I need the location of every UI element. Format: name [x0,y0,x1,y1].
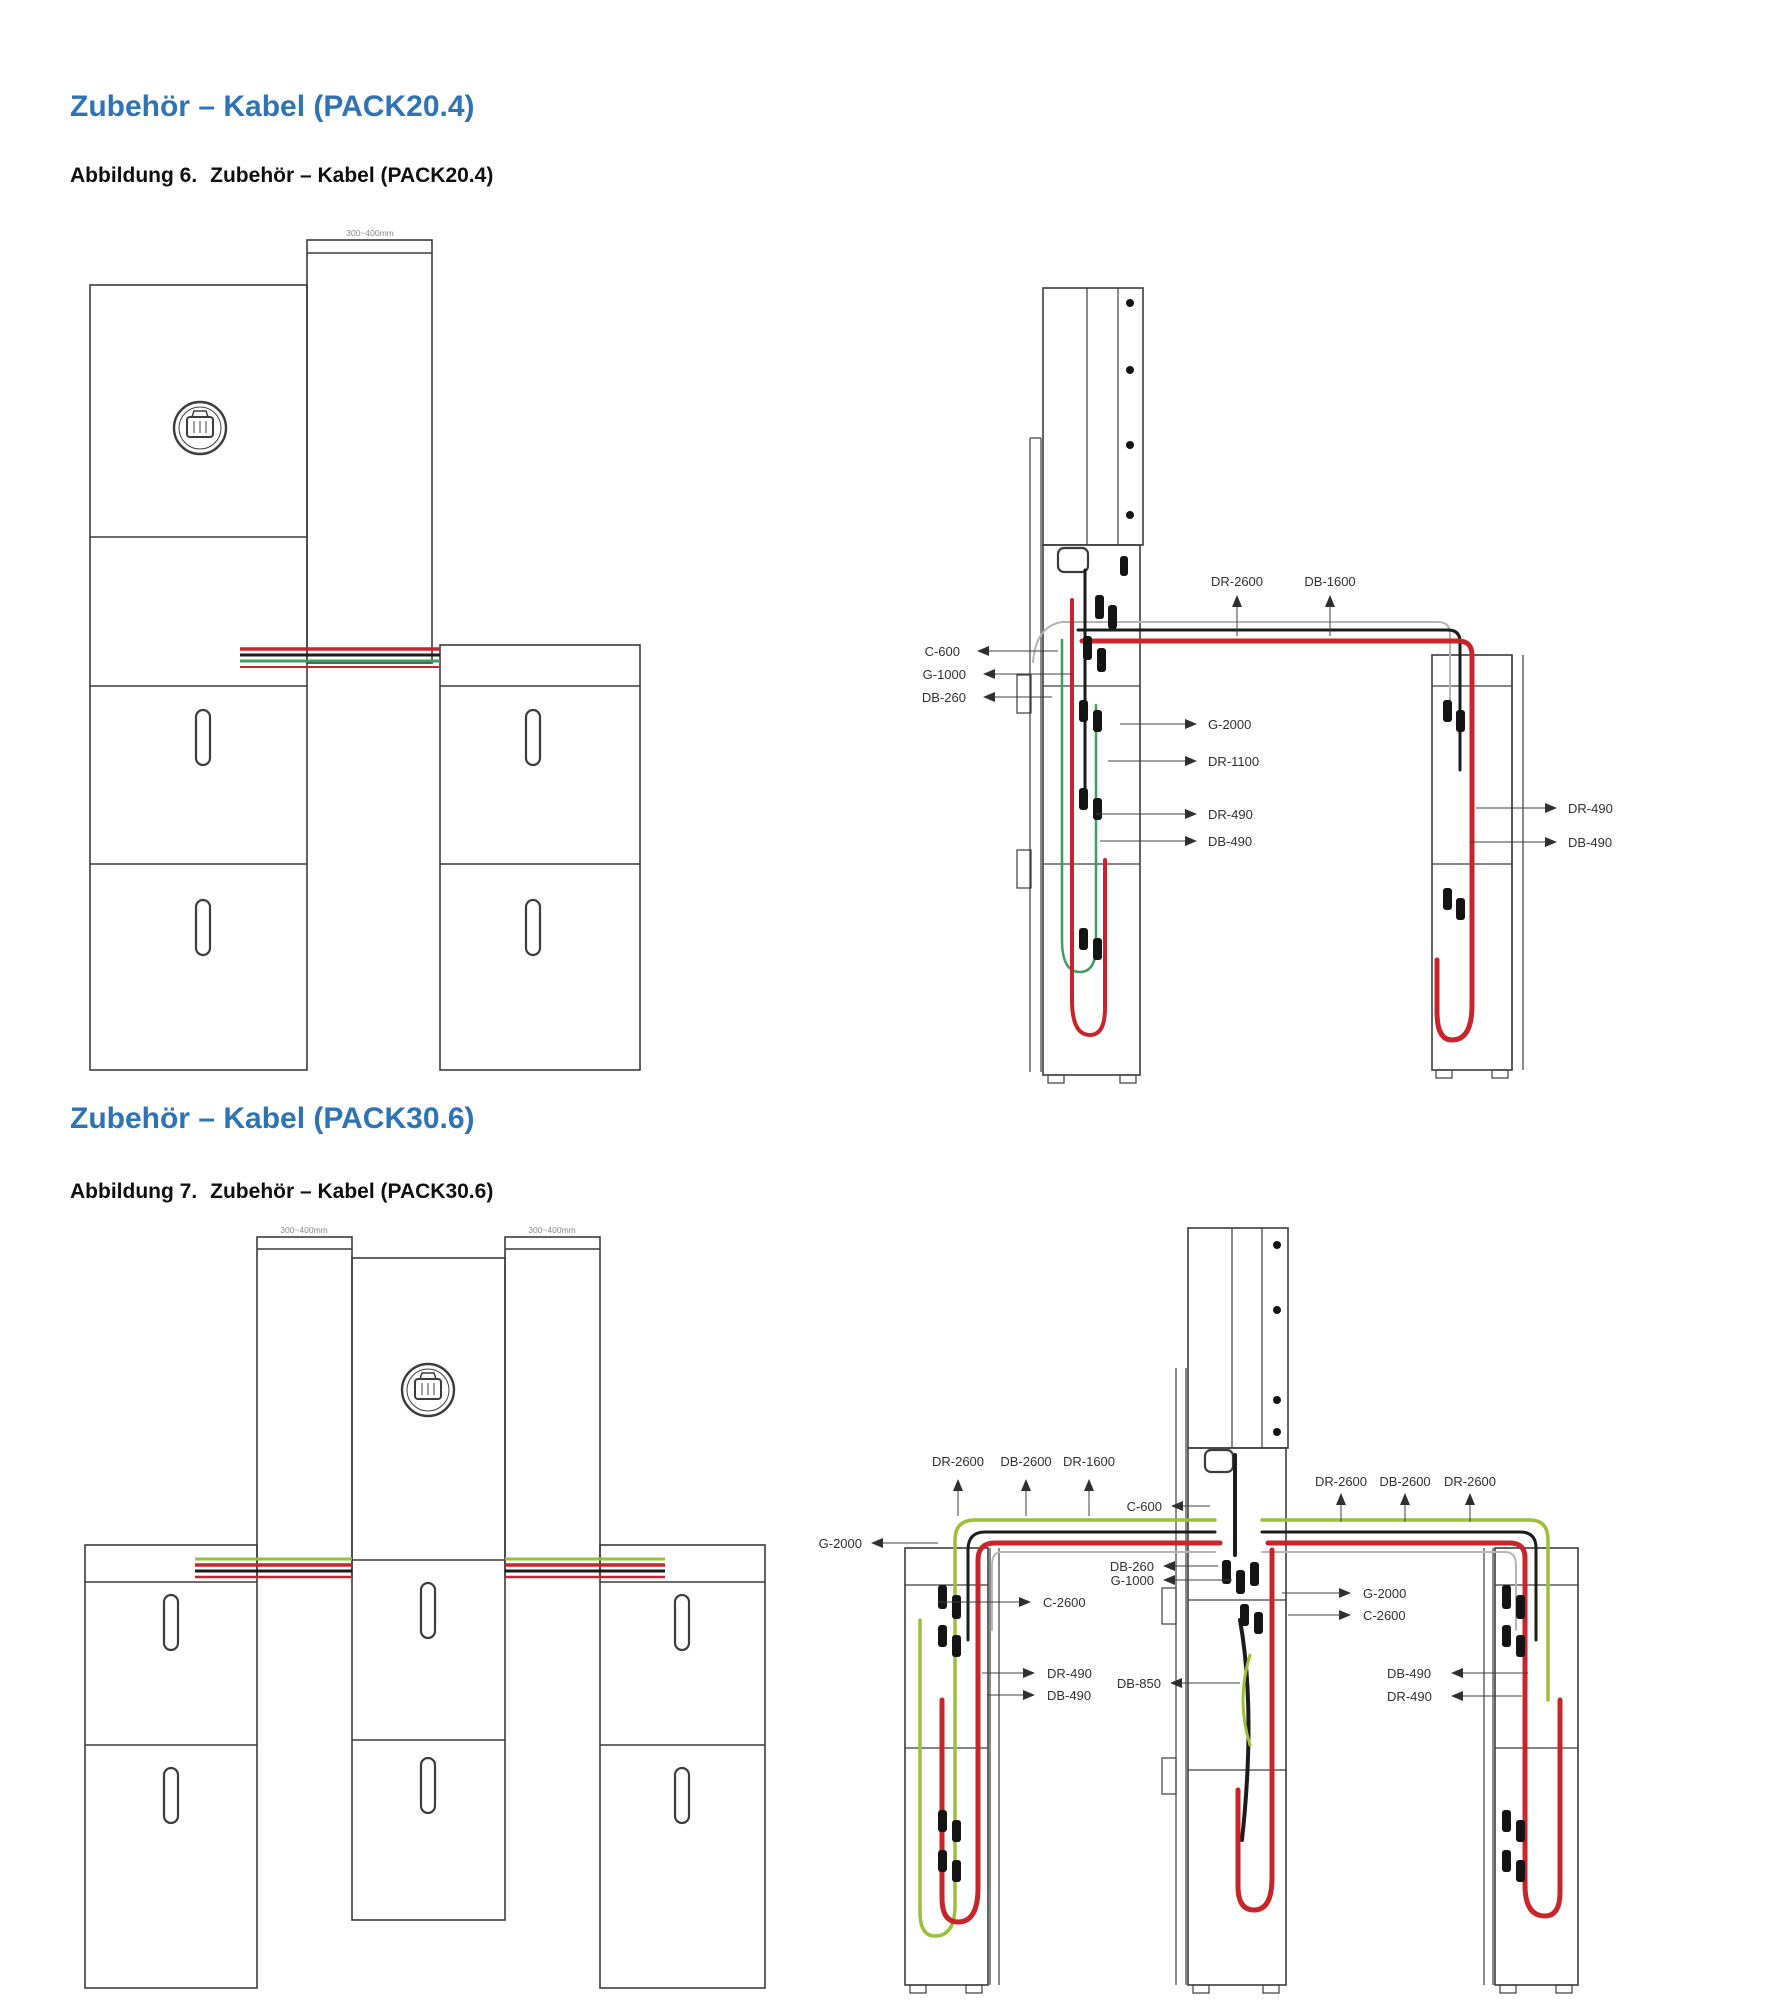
cable-label-g1000-f7: G-1000 [1110,1573,1154,1588]
figure-7-caption [70,1180,493,1204]
fig7-front-cables [195,1559,665,1577]
brand-logo-icon [174,402,226,454]
cable-label-dr1100: DR-1100 [1208,754,1260,769]
fig6-cable-labels [922,574,1613,850]
cable-label-db490: DB-490 [1208,834,1253,849]
cable-label-dr490: DR-490 [1208,807,1253,822]
brand-logo-icon-2 [402,1364,454,1416]
cable-label-dr490-left: DR-490 [1047,1666,1092,1681]
fig7-leader-lines [872,1480,1528,1696]
cable-label-c2600-right: C-2600 [1363,1608,1406,1623]
fig7-dimension-note-right: 300~400mm [528,1225,576,1235]
cable-label-dr2600: DR-2600 [1210,574,1264,589]
cable-label-c600-f7: C-600 [1126,1499,1162,1514]
cable-label-db490-left: DB-490 [1047,1688,1092,1703]
fig7-dimension-note-left: 300~400mm [280,1225,328,1235]
cable-label-dr2600-r2: DR-2600 [1443,1474,1497,1489]
cable-label-db2600-l: DB-2600 [1000,1454,1052,1469]
cable-label-g2000-left: G-2000 [818,1536,862,1551]
cable-label-db260-f7: DB-260 [1109,1559,1154,1574]
figure-6-caption-title: Zubehör – Kabel (PACK20.4) [210,164,494,187]
cable-label-g2000-right: G-2000 [1363,1586,1407,1601]
figure-7-diagram [0,1215,1786,2000]
fig7-connectors [938,1560,1525,1882]
cable-label-c2600-left: C-2600 [1043,1595,1086,1610]
cable-label-dr490-right: DR-490 [1568,801,1613,816]
cable-label-dr490-right: DR-490 [1387,1689,1432,1704]
fig6-connectors [1079,556,1465,960]
fig6-leader-lines [978,596,1556,842]
cable-label-db260: DB-260 [921,690,966,705]
fig6-dimension-note: 300~400mm [346,228,394,238]
cable-label-db490-right: DB-490 [1387,1666,1432,1681]
cable-label-dr1600: DR-1600 [1062,1454,1116,1469]
cable-label-db1600: DB-1600 [1304,574,1356,589]
figure-6-diagram [0,200,1786,1100]
cable-label-db850: DB-850 [1116,1676,1161,1691]
cable-label-g2000: G-2000 [1208,717,1252,732]
figure-6-caption [70,164,493,188]
cable-label-c600: C-600 [924,644,960,659]
fig6-front-cables [240,649,440,667]
figure-7-caption-title: Zubehör – Kabel (PACK30.6) [210,1180,494,1203]
cable-label-db2600-r: DB-2600 [1379,1474,1431,1489]
figure-7-caption-label: Abbildung 7. [70,1180,198,1203]
section-heading-pack20: Zubehör – Kabel (PACK20.4) [70,90,475,123]
figure-6-caption-label: Abbildung 6. [70,164,198,187]
fig7-front-view [85,1237,765,1988]
cable-label-dr2600-r1: DR-2600 [1314,1474,1368,1489]
cable-label-dr2600-l: DR-2600 [931,1454,985,1469]
section-heading-pack30: Zubehör – Kabel (PACK30.6) [70,1102,475,1135]
cable-label-db490-right: DB-490 [1568,835,1613,850]
cable-label-g1000: G-1000 [922,667,966,682]
